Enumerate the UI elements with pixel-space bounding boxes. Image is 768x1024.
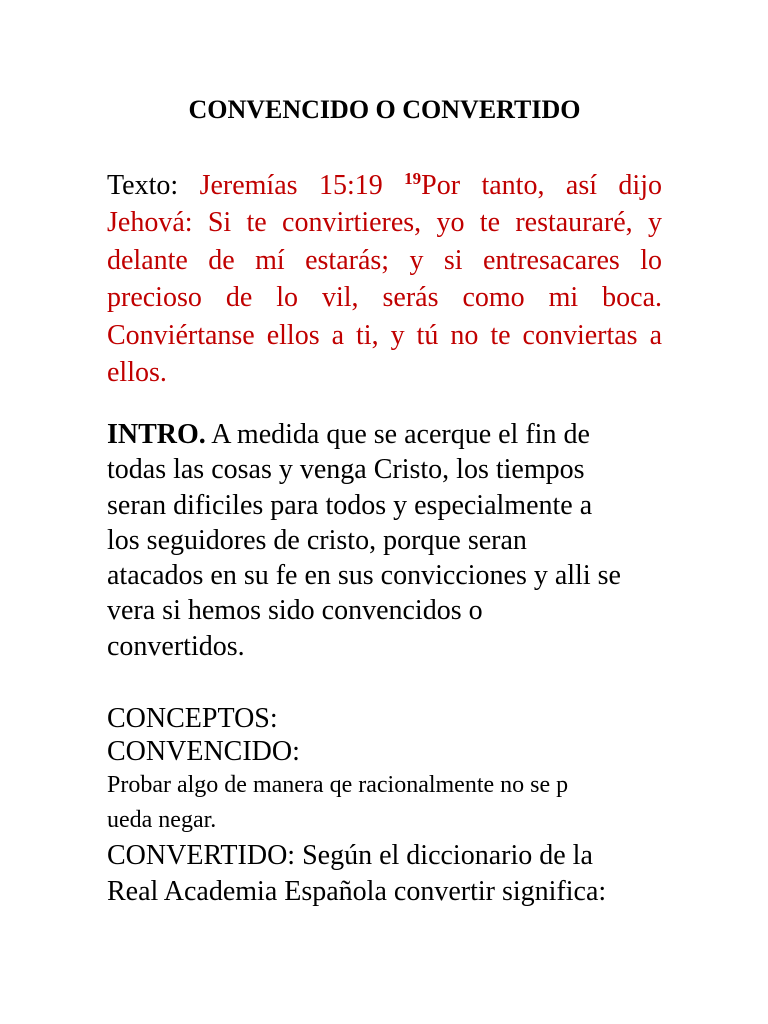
intro-line: todas las cosas y venga Cristo, los tiempos	[107, 454, 585, 486]
intro-line	[107, 417, 667, 452]
intro-line: convertidos.	[107, 630, 245, 662]
scripture-label: Texto:	[107, 170, 200, 201]
intro-line: atacados en su fe en sus convicciones y alli se	[107, 560, 621, 592]
document-title: CONVENCIDO O CONVERTIDO	[188, 95, 581, 124]
concepts-heading: CONCEPTOS:	[107, 703, 278, 734]
scripture-paragraph	[107, 167, 662, 391]
intro-line: seran dificiles para todos y especialmente a	[107, 489, 593, 521]
convertido-section	[107, 838, 667, 910]
verse-number: 19	[404, 169, 422, 188]
convencido-definition-line: Probar algo de manera qe racionalmente no se p	[107, 772, 569, 798]
scripture-reference: Jeremías 15:19	[199, 170, 405, 201]
convertido-line: CONVERTIDO: Según el diccionario de la	[107, 840, 593, 871]
convencido-heading: CONVENCIDO:	[107, 736, 300, 767]
intro-line: vera si hemos sido convencidos o	[107, 595, 483, 627]
concepts-section	[107, 702, 667, 838]
intro-line: los seguidores de cristo, porque seran	[107, 524, 527, 556]
convencido-definition-line: ueda negar.	[107, 807, 217, 833]
scripture-text: Por tanto, así dijo Jehová: Si te convirtieres, yo te restauraré, y delante de mí estarás; y si entresacares lo precioso de lo vil, serás como mi boca. Conviértanse ellos a ti, y tú no te conviertas a ellos.	[107, 170, 662, 389]
intro-label: INTRO.	[107, 419, 206, 450]
convertido-line: Real Academia Española convertir significa:	[107, 876, 607, 907]
intro-paragraph	[107, 417, 667, 664]
intro-line-text: A medida que se acerque el fin de	[205, 419, 590, 450]
